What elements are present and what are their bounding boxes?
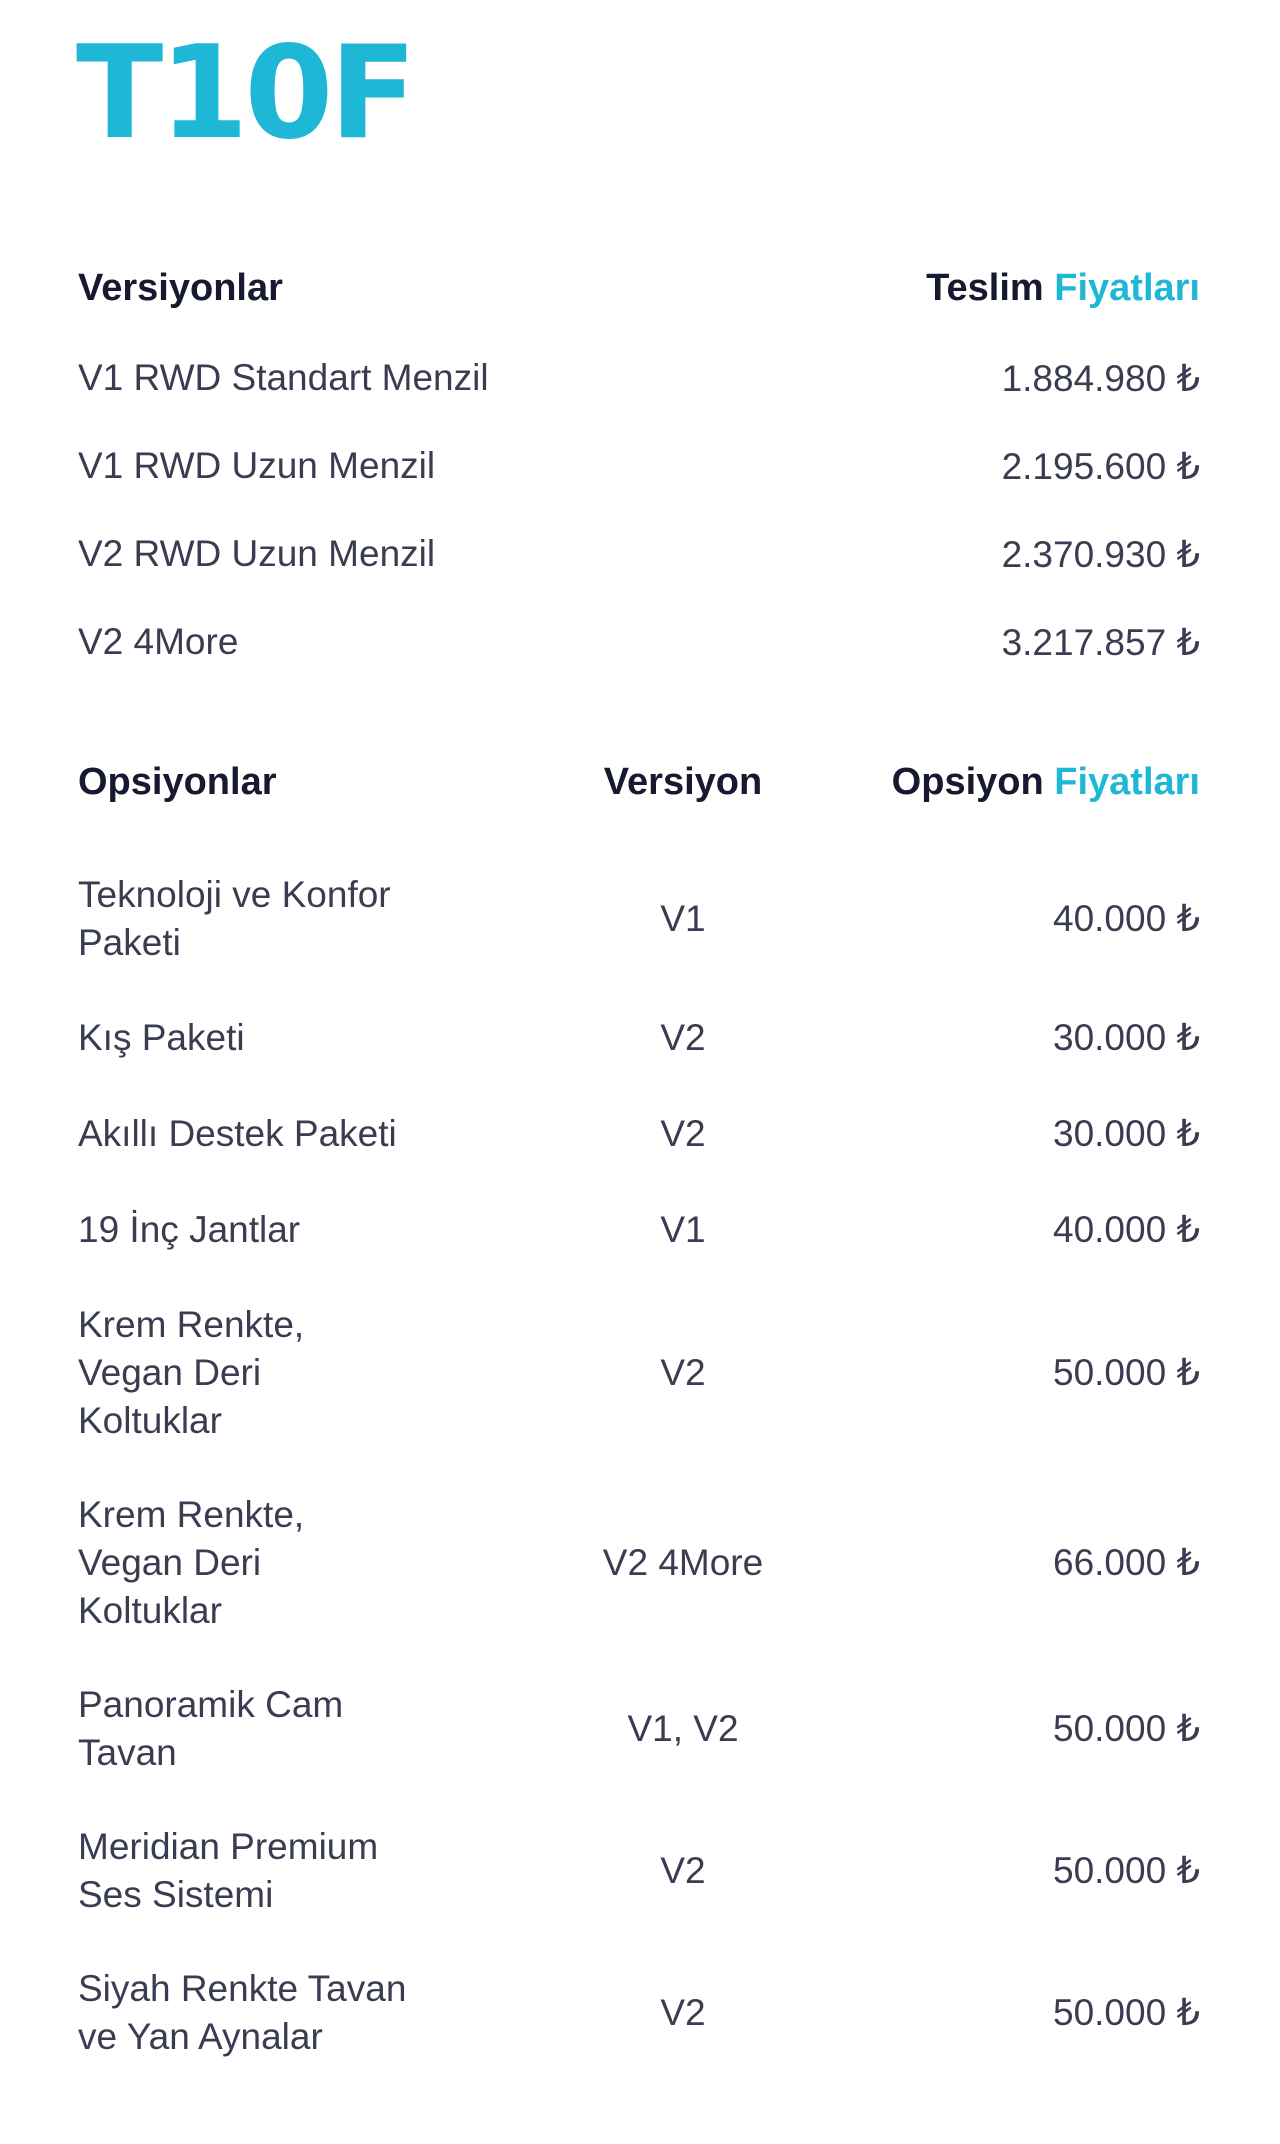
version-row	[78, 510, 1200, 598]
options-table	[78, 756, 1200, 2084]
option-price: 50.000 ₺	[1053, 1850, 1200, 1891]
option-version: V2	[660, 1992, 706, 2033]
option-row	[78, 1278, 1200, 1468]
option-version: V2	[660, 1850, 706, 1891]
option-prices-header-word2: Fiyatları	[1054, 760, 1200, 803]
option-version: V2	[660, 1017, 706, 1058]
version-price: 1.884.980 ₺	[1001, 357, 1200, 399]
option-name: Meridian Premium Ses Sistemi	[78, 1826, 379, 1915]
version-name: V2 4More	[78, 621, 239, 662]
version-row	[78, 334, 1200, 422]
versions-table-header	[78, 262, 1200, 314]
option-name: Teknoloji ve Konfor Paketi	[78, 874, 391, 963]
option-price: 66.000 ₺	[1053, 1542, 1200, 1583]
options-version-header: Versiyon	[603, 760, 763, 803]
options-table-header	[78, 756, 1200, 808]
option-row	[78, 1800, 1200, 1942]
option-row	[78, 990, 1200, 1086]
option-row	[78, 1086, 1200, 1182]
option-version: V2	[660, 1352, 706, 1393]
versions-table	[78, 262, 1200, 686]
option-price: 50.000 ₺	[1053, 1992, 1200, 2033]
option-row	[78, 1182, 1200, 1278]
option-name: Akıllı Destek Paketi	[78, 1113, 397, 1154]
option-price: 50.000 ₺	[1053, 1708, 1200, 1749]
option-name: Siyah Renkte Tavan ve Yan Aynalar	[78, 1968, 407, 2057]
delivery-prices-header	[926, 267, 1200, 310]
option-version: V1, V2	[627, 1708, 739, 1749]
option-name: Kış Paketi	[78, 1017, 245, 1058]
option-row	[78, 848, 1200, 990]
option-prices-header-word1: Opsiyon	[891, 760, 1044, 803]
delivery-prices-header-word1: Teslim	[926, 266, 1044, 309]
option-name: Krem Renkte, Vegan Deri Koltuklar	[78, 1494, 305, 1631]
option-row	[78, 1658, 1200, 1800]
version-name: V1 RWD Uzun Menzil	[78, 445, 436, 486]
version-price: 3.217.857 ₺	[1001, 621, 1200, 663]
versions-header-label: Versiyonlar	[78, 266, 283, 309]
option-price: 30.000 ₺	[1053, 1017, 1200, 1058]
option-version: V2	[660, 1113, 706, 1154]
option-price: 40.000 ₺	[1053, 1209, 1200, 1250]
option-version: V2 4More	[602, 1542, 764, 1583]
option-price: 50.000 ₺	[1053, 1352, 1200, 1393]
version-name: V2 RWD Uzun Menzil	[78, 533, 436, 574]
option-name: Panoramik Cam Tavan	[78, 1684, 344, 1773]
delivery-prices-header-word2: Fiyatları	[1054, 266, 1200, 309]
option-price: 30.000 ₺	[1053, 1113, 1200, 1154]
option-name: Krem Renkte, Vegan Deri Koltuklar	[78, 1304, 305, 1441]
version-row	[78, 422, 1200, 510]
option-row	[78, 1942, 1200, 2084]
option-prices-header	[868, 761, 1200, 804]
option-version: V1	[660, 898, 706, 939]
version-price: 2.370.930 ₺	[1001, 533, 1200, 575]
option-row	[78, 1468, 1200, 1658]
options-header-label: Opsiyonlar	[78, 760, 277, 803]
option-name: 19 İnç Jantlar	[78, 1209, 301, 1250]
version-name: V1 RWD Standart Menzil	[78, 357, 489, 398]
page-title: T10F	[76, 19, 413, 168]
version-price: 2.195.600 ₺	[1001, 445, 1200, 487]
version-row	[78, 598, 1200, 686]
option-price: 40.000 ₺	[1053, 898, 1200, 939]
option-version: V1	[660, 1209, 706, 1250]
